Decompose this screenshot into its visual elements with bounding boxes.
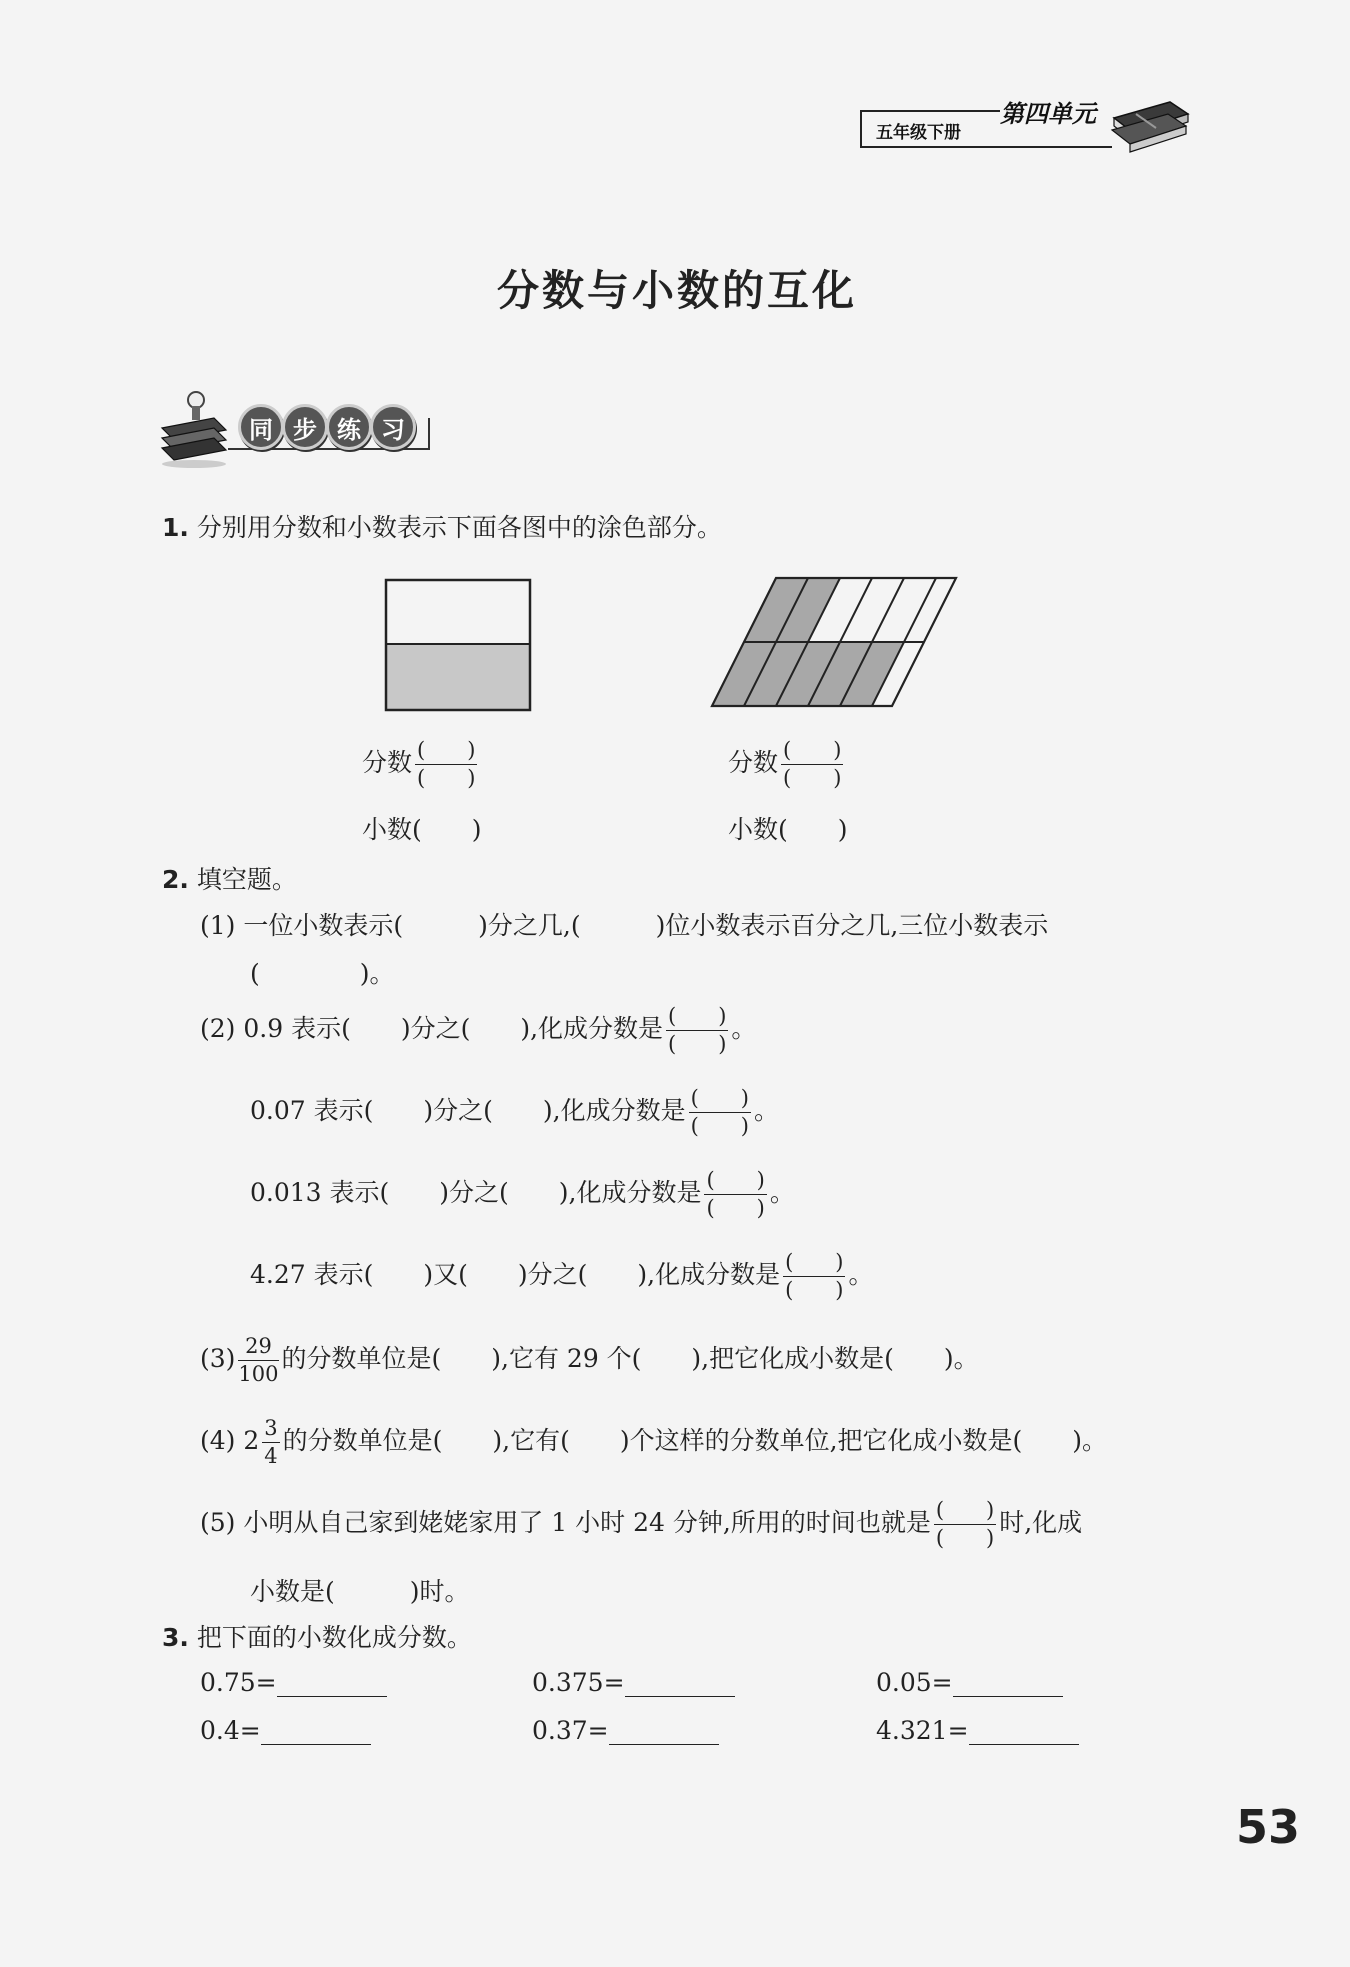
answer-blank[interactable]: [609, 1716, 719, 1745]
unit-label: 第四单元: [1000, 100, 1096, 128]
section-char: 习: [370, 404, 416, 450]
question-number: 1.: [162, 513, 189, 542]
answer-blank[interactable]: [277, 1668, 387, 1697]
question-3: [162, 1618, 472, 1654]
fraction-blank[interactable]: $\frac{( )}{( )}$: [417, 738, 476, 790]
q3-item: 0.37=: [532, 1716, 719, 1745]
page-title: 分数与小数的互化: [497, 266, 858, 315]
question-2: [162, 860, 297, 896]
section-header: [158, 388, 430, 470]
q3-item: 0.05=: [876, 1668, 1063, 1697]
q2-part5-line1: (5) 小明从自己家到姥姥家用了 1 小时 24 分钟,所用的时间也就是 $\frac{( )}{( )}$ 时,化成: [200, 1498, 1083, 1550]
section-title: [238, 404, 414, 450]
question-number: 3.: [162, 1623, 189, 1652]
question-number: 2.: [162, 865, 189, 894]
rectangle-figure: [384, 578, 532, 712]
question-text: 分别用分数和小数表示下面各图中的涂色部分。: [196, 513, 722, 542]
fraction-blank[interactable]: $\frac{( )}{( )}$: [783, 738, 842, 790]
question-text: 把下面的小数化成分数。: [196, 1623, 472, 1652]
fraction-label: 分数: [362, 748, 413, 777]
answer-blank[interactable]: [625, 1668, 735, 1697]
books-lamp-icon: [158, 388, 230, 470]
grade-label: 五年级下册: [876, 123, 961, 143]
fig1-decimal-answer: [362, 810, 482, 846]
fraction-blank[interactable]: $\frac{( )}{( )}$: [785, 1250, 844, 1302]
q2-part2-c: 0.013 表示( )分之( ),化成分数是 $\frac{( )}{( )}$ 。: [250, 1168, 795, 1220]
answer-blank[interactable]: [953, 1668, 1063, 1697]
fraction-blank[interactable]: $\frac{( )}{( )}$: [690, 1086, 749, 1138]
decimal-label: 小数: [728, 815, 779, 844]
fig2-decimal-answer: [728, 810, 848, 846]
question-1: [162, 508, 722, 544]
decimal-blank[interactable]: ( ): [412, 815, 482, 844]
q2-part3: (3) $\frac{29}{100}$ 的分数单位是( ),它有 29 个( ),把它化成小数是( )。: [200, 1334, 979, 1386]
q2-part5-line2: 小数是( )时。: [250, 1577, 470, 1606]
answer-blank[interactable]: [969, 1716, 1079, 1745]
parallelogram-figure: [710, 574, 960, 710]
q3-item: 0.375=: [532, 1668, 735, 1697]
section-char: 步: [282, 404, 328, 450]
section-char: 同: [238, 404, 284, 450]
q2-part1-line1: (1) 一位小数表示( )分之几,( )位小数表示百分之几,三位小数表示: [200, 911, 1049, 940]
q2-part2-a: (2) 0.9 表示( )分之( ),化成分数是 $\frac{( )}{( )}$ 。: [200, 1004, 757, 1056]
books-stack-icon: [1108, 88, 1190, 156]
header-banner: [860, 88, 1190, 158]
question-text: 填空题。: [196, 865, 297, 894]
q3-item: 4.321=: [876, 1716, 1079, 1745]
q2-part2-d: 4.27 表示( )又( )分之( ),化成分数是 $\frac{( )}{( )}$ 。: [250, 1250, 874, 1302]
answer-blank[interactable]: [261, 1716, 371, 1745]
fraction-label: 分数: [728, 748, 779, 777]
fraction-blank[interactable]: $\frac{( )}{( )}$: [668, 1004, 727, 1056]
fig1-fraction-answer: [362, 740, 480, 789]
q3-item: 0.75=: [200, 1668, 387, 1697]
q3-item: 0.4=: [200, 1716, 371, 1745]
section-char: 练: [326, 404, 372, 450]
fraction-blank[interactable]: $\frac{( )}{( )}$: [706, 1168, 765, 1220]
fraction-3-4: $\frac{3}{4}$: [264, 1416, 278, 1468]
page-number: 53: [1236, 1800, 1301, 1854]
q2-part4: (4) 2 $\frac{3}{4}$ 的分数单位是( ),它有( )个这样的分数单位,把它化成小数是( )。: [200, 1416, 1108, 1468]
fig2-fraction-answer: [728, 740, 846, 789]
fraction-blank[interactable]: $\frac{( )}{( )}$: [935, 1498, 995, 1550]
decimal-label: 小数: [362, 815, 413, 844]
q2-part1-line2: ( )。: [250, 959, 395, 988]
q2-part2-b: 0.07 表示( )分之( ),化成分数是 $\frac{( )}{( )}$ 。: [250, 1086, 779, 1138]
fraction-29-100: $\frac{29}{100}$: [238, 1334, 279, 1386]
decimal-blank[interactable]: ( ): [778, 815, 848, 844]
